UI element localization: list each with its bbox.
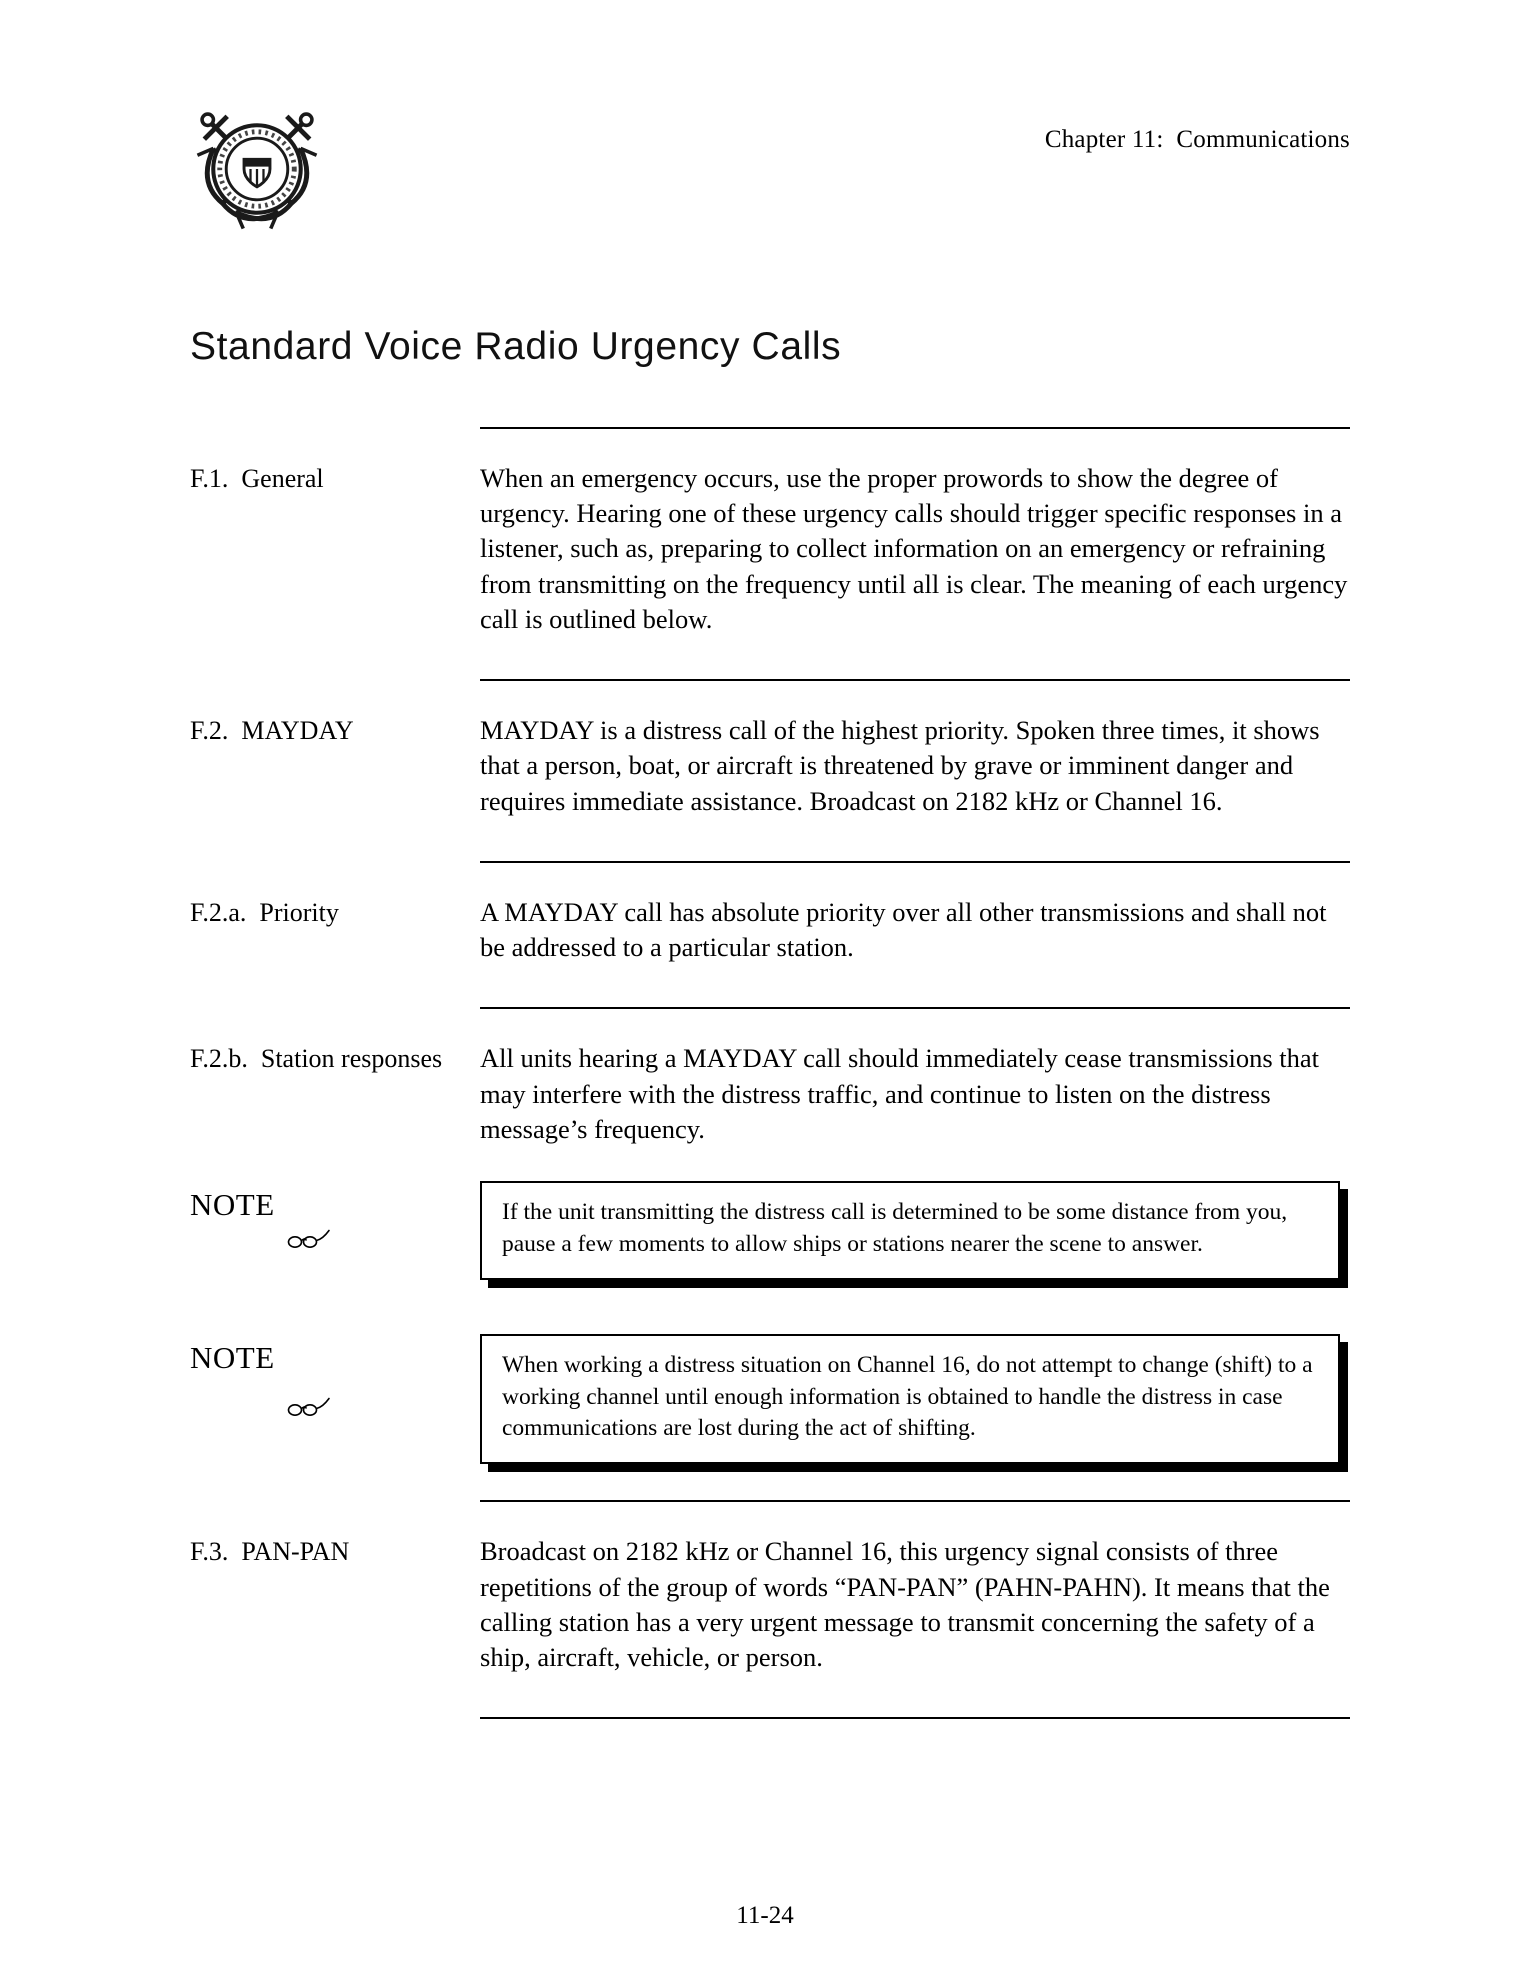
page-number: 11-24 — [736, 1902, 794, 1929]
page-title: Standard Voice Radio Urgency Calls — [190, 325, 842, 368]
section-body: A MAYDAY call has absolute priority over all other transmissions and shall not be addressed to a particular station. — [480, 896, 1327, 963]
section-body: All units hearing a MAYDAY call should immediately cease transmissions that may interfere with the distress traffic, and continue to listen on the distress message’s frequency. — [480, 1043, 1320, 1144]
note-box: If the unit transmitting the distress call is determined to be some distance from you, pause a few moments to allow ships or stations nearer the scene to answer. — [480, 1181, 1340, 1280]
section-label: F.1. General — [190, 464, 324, 493]
coast-guard-seal-icon — [176, 88, 338, 250]
note-label — [190, 1334, 480, 1464]
section-body: Broadcast on 2182 kHz or Channel 16, this urgency signal consists of three repetitions of the group of words “PAN-PAN” (PAHN-PAHN). It means that the calling station has a very urgent message to transmit concerning the safety of a ship, aircraft, vehicle, or person. — [480, 1536, 1330, 1673]
section-row — [190, 681, 1350, 861]
section-row — [190, 1009, 1350, 1163]
section-body: When an emergency occurs, use the proper prowords to show the degree of urgency. Hearing one of these urgency calls should trigger specific responses in a listener, such as, preparing to collect information on an emergency or refraining from transmitting on the frequency until all is clear. The meaning of each urgency call is outlined below. — [480, 463, 1348, 634]
section-label: F.3. PAN-PAN — [190, 1537, 350, 1567]
note-row — [190, 1163, 1350, 1316]
note-row — [190, 1316, 1350, 1500]
section-row — [190, 429, 1350, 679]
section-label: F.2.a. Priority — [190, 897, 339, 927]
section-label: F.2.b. Station responses — [190, 1044, 443, 1074]
section-label: F.2. MAYDAY — [190, 716, 354, 746]
note-pen-glasses-icon — [285, 1227, 331, 1251]
note-label-text: NOTE — [190, 1340, 275, 1376]
content-area — [190, 427, 1350, 1719]
section-row — [190, 1502, 1350, 1717]
note-label — [190, 1181, 480, 1280]
chapter-heading: Chapter 11: Communications — [1044, 126, 1350, 153]
page-footer — [0, 1902, 1530, 1930]
note-pen-glasses-icon — [285, 1395, 331, 1419]
note-label-text: NOTE — [190, 1187, 275, 1223]
page-header — [190, 88, 1350, 263]
section-divider — [480, 1717, 1350, 1719]
section-body: MAYDAY is a distress call of the highest priority. Spoken three times, it shows that a person, boat, or aircraft is threatened by grave or imminent danger and requires immediate assistance. Broadcast on 2182 kHz or Channel 16. — [480, 715, 1320, 816]
note-box: When working a distress situation on Channel 16, do not attempt to change (shift) to a working channel until enough information is obtained to handle the distress in case communications are lost during the act of shifting. — [480, 1334, 1340, 1464]
section-row — [190, 863, 1350, 1007]
